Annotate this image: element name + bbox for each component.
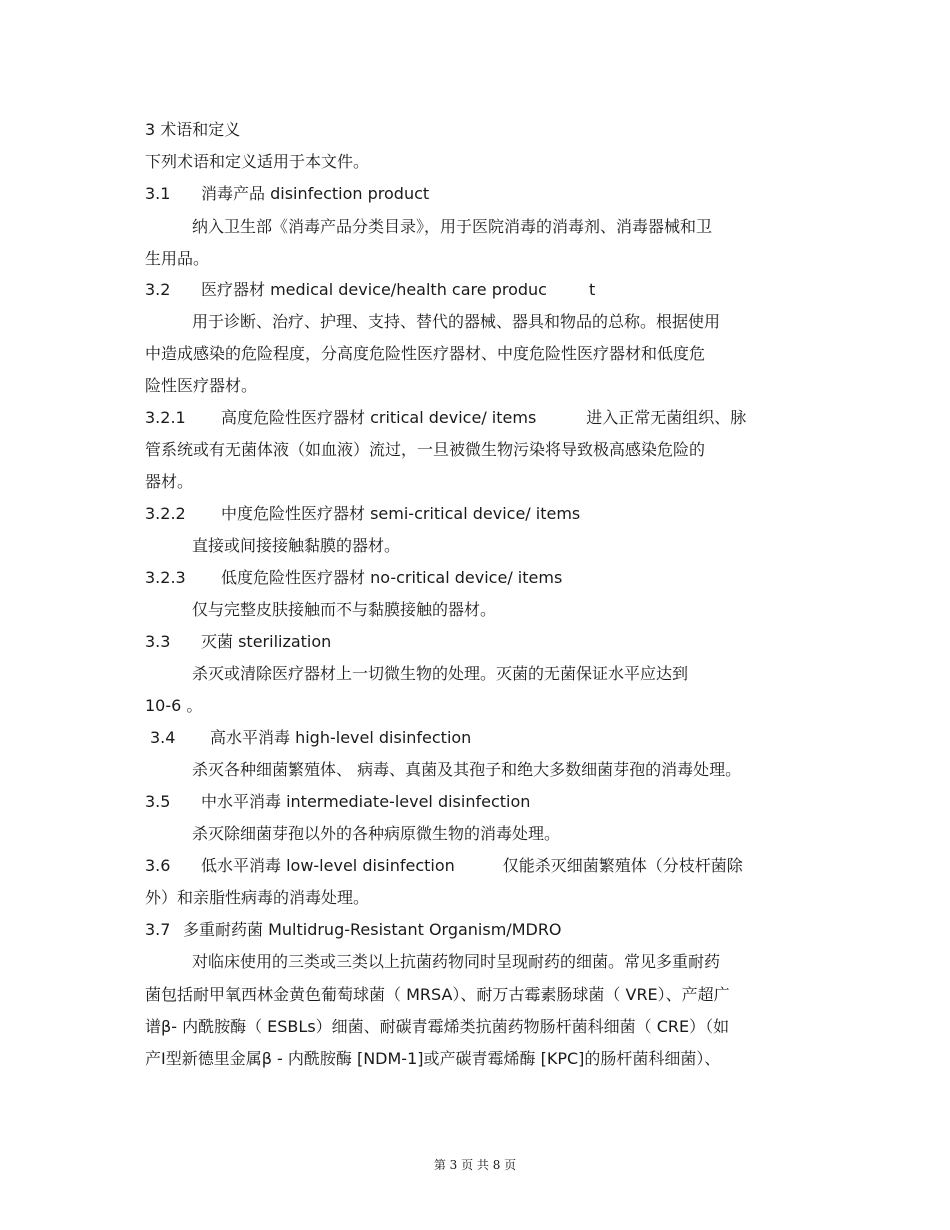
term-number: 3.5 <box>145 792 171 811</box>
term-number: 3.2 <box>145 280 171 299</box>
term-title: 多重耐药菌 Multidrug-Resistant Organism/MDRO <box>183 920 562 939</box>
page-footer: 第 3 页 共 8 页 <box>433 1158 517 1172</box>
term-title: 医疗器材 medical device/health care produc <box>201 280 547 299</box>
term-number: 3.7 <box>145 920 171 939</box>
definition-line: 直接或间接接触黏膜的器材。 <box>192 536 401 555</box>
term-3-4 <box>150 727 471 749</box>
term-title: 高度危险性医疗器材 critical device/ items <box>221 408 537 427</box>
definition-line: 仅与完整皮肤接触而不与黏膜接触的器材。 <box>192 600 497 619</box>
section-intro: 下列术语和定义适用于本文件。 <box>145 152 370 171</box>
term-3-2 <box>145 279 595 301</box>
section-heading: 3 术语和定义 <box>145 120 241 139</box>
definition-line: 10-6 。 <box>145 696 203 715</box>
definition-line: 管系统或有无菌体液（如血液）流过，一旦被微生物污染将导致极高感染危险的 <box>145 440 706 459</box>
term-title: 低度危险性医疗器材 no-critical device/ items <box>221 568 563 587</box>
term-number: 3.2.2 <box>145 504 186 523</box>
definition-line: 器材。 <box>145 472 194 491</box>
definition-line: 杀灭各种细菌繁殖体、 病毒、真菌及其孢子和绝大多数细菌芽孢的消毒处理。 <box>192 760 742 779</box>
term-title: 消毒产品 disinfection product <box>201 184 430 203</box>
definition-line: 生用品。 <box>145 249 210 268</box>
definition-line: 菌包括耐甲氧西林金黄色葡萄球菌（ MRSA）、耐万古霉素肠球菌（ VRE）、产超广 <box>145 985 730 1004</box>
definition-line: 用于诊断、治疗、护理、支持、替代的器械、器具和物品的总称。根据使用 <box>192 312 721 331</box>
definition-line: 纳入卫生部《消毒产品分类目录》，用于医院消毒的消毒剂、消毒器械和卫 <box>192 217 713 236</box>
definition-line: 外）和亲脂性病毒的消毒处理。 <box>145 888 370 907</box>
term-3-7 <box>145 919 562 941</box>
term-3-2-2 <box>145 503 580 525</box>
term-3-3 <box>145 631 331 653</box>
term-title: 高水平消毒 high-level disinfection <box>210 728 472 747</box>
term-number: 3.2.3 <box>145 568 186 587</box>
definition-line: 对临床使用的三类或三类以上抗菌药物同时呈现耐药的细菌。常见多重耐药 <box>192 952 721 971</box>
term-number: 3.3 <box>145 632 171 651</box>
definition-line: 谱β- 内酰胺酶（ ESBLs）细菌、耐碳青霉烯类抗菌药物肠杆菌科细菌（ CRE）（如 <box>145 1017 730 1036</box>
term-number: 3.1 <box>145 184 171 203</box>
term-3-5 <box>145 791 530 813</box>
definition-line: 杀灭除细菌芽孢以外的各种病原微生物的消毒处理。 <box>192 824 561 843</box>
term-3-6 <box>145 855 743 877</box>
term-title-tail: t <box>588 280 596 299</box>
term-number: 3.2.1 <box>145 408 186 427</box>
term-3-2-1 <box>145 407 746 429</box>
definition-line: 杀灭或清除医疗器材上一切微生物的处理。灭菌的无菌保证水平应达到 <box>192 664 689 683</box>
term-3-2-3 <box>145 567 562 589</box>
term-title: 灭菌 sterilization <box>201 632 332 651</box>
definition-line: 产Ⅰ型新德里金属β - 内酰胺酶 [NDM-1]或产碳青霉烯酶 [KPC]的肠杆菌科细菌）、 <box>145 1049 721 1068</box>
term-title: 低水平消毒 low-level disinfection <box>201 856 455 875</box>
term-inline-definition: 进入正常无菌组织、脉 <box>586 408 747 427</box>
term-number: 3.6 <box>145 856 171 875</box>
term-number: 3.4 <box>150 728 176 747</box>
term-inline-definition: 仅能杀灭细菌繁殖体（分枝杆菌除 <box>502 856 743 875</box>
definition-line: 险性医疗器材。 <box>145 376 258 395</box>
definition-line: 中造成感染的危险程度，分高度危险性医疗器材、中度危险性医疗器材和低度危 <box>145 344 706 363</box>
term-title: 中水平消毒 intermediate-level disinfection <box>201 792 531 811</box>
term-title: 中度危险性医疗器材 semi-critical device/ items <box>221 504 581 523</box>
term-3-1 <box>145 183 429 205</box>
